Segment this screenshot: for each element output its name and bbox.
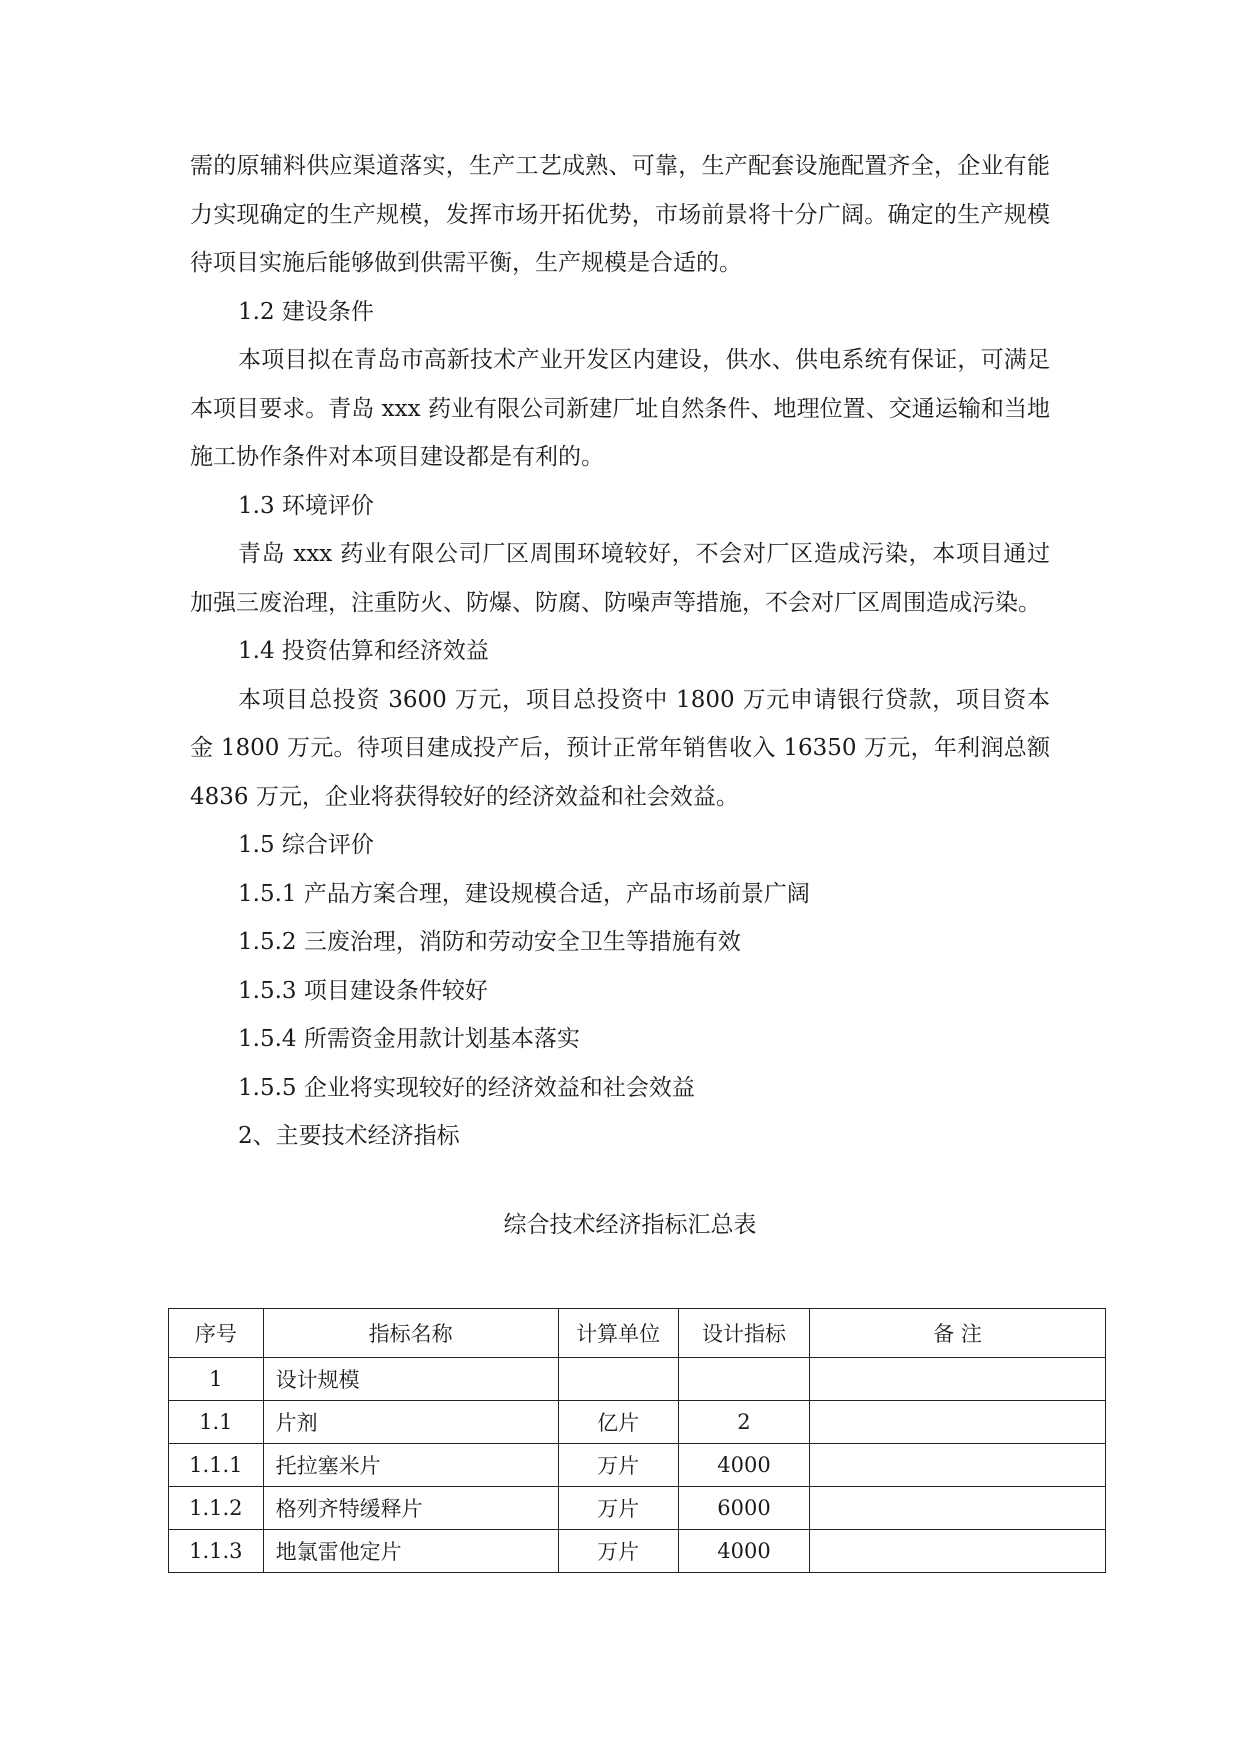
paragraph-investment: 本项目总投资 3600 万元，项目总投资中 1800 万元申请银行贷款，项目资本金 1800 万元。待项目建成投产后，预计正常年销售收入 16350 万元，年利润总额 4836 万元，企业将获得较好的经济效益和社会效益。 [190,686,1050,810]
paragraph-environment: 青岛 xxx 药业有限公司厂区周围环境较好，不会对厂区造成污染，本项目通过加强三废治理，注重防火、防爆、防腐、防噪声等措施，不会对厂区周围造成污染。 [190,541,1050,616]
cell-unit: 万片 [558,1487,678,1530]
cell-remark [810,1487,1106,1530]
cell-value: 2 [678,1401,809,1444]
cell-remark [810,1358,1106,1401]
cell-value: 4000 [678,1530,809,1573]
cell-name: 地氯雷他定片 [263,1530,558,1573]
header-unit: 计算单位 [558,1309,678,1358]
cell-unit: 万片 [558,1444,678,1487]
cell-remark [810,1530,1106,1573]
heading-1-5-1: 1.5.1 产品方案合理，建设规模合适，产品市场前景广阔 [238,880,810,907]
table-row [169,1358,1106,1401]
cell-value: 4000 [678,1444,809,1487]
header-remark: 备 注 [810,1309,1106,1358]
heading-1-5: 1.5 综合评价 [238,832,374,858]
cell-remark [810,1444,1106,1487]
table-title: 综合技术经济指标汇总表 [503,1211,757,1238]
cell-no: 1.1.3 [169,1530,264,1573]
heading-1-4: 1.4 投资估算和经济效益 [238,638,489,664]
cell-name: 托拉塞米片 [263,1444,558,1487]
cell-no: 1.1 [169,1401,264,1444]
table-row [169,1530,1106,1573]
cell-no: 1.1.1 [169,1444,264,1487]
header-no: 序号 [169,1309,264,1358]
table-row [169,1401,1106,1444]
header-value: 设计指标 [678,1309,809,1358]
heading-1-2: 1.2 建设条件 [238,298,374,325]
heading-1-3: 1.3 环境评价 [238,492,374,519]
cell-no: 1.1.2 [169,1487,264,1530]
document-body [190,142,1050,1251]
cell-no: 1 [169,1358,264,1401]
cell-name: 格列齐特缓释片 [263,1487,558,1530]
cell-name: 片剂 [263,1401,558,1444]
heading-1-5-3: 1.5.3 项目建设条件较好 [238,977,488,1004]
heading-1-5-2: 1.5.2 三废治理，消防和劳动安全卫生等措施有效 [238,929,741,955]
table-header-row [169,1309,1106,1358]
cell-value: 6000 [678,1487,809,1530]
cell-unit: 亿片 [558,1401,678,1444]
cell-unit: 万片 [558,1530,678,1573]
cell-value [678,1358,809,1401]
cell-unit [558,1358,678,1401]
table-row [169,1444,1106,1487]
paragraph-production-scale: 需的原辅料供应渠道落实，生产工艺成熟、可靠，生产配套设施配置齐全，企业有能力实现确定的生产规模，发挥市场开拓优势，市场前景将十分广阔。确定的生产规模待项目实施后能够做到供需平衡，生产规模是合适的。 [190,153,1050,276]
cell-remark [810,1401,1106,1444]
indicator-table [168,1308,1106,1573]
header-name: 指标名称 [263,1309,558,1358]
heading-1-5-5: 1.5.5 企业将实现较好的经济效益和社会效益 [238,1074,695,1101]
table-row [169,1487,1106,1530]
heading-1-5-4: 1.5.4 所需资金用款计划基本落实 [238,1026,580,1052]
heading-2: 2、主要技术经济指标 [238,1123,460,1149]
cell-name: 设计规模 [263,1358,558,1401]
paragraph-construction-conditions: 本项目拟在青岛市高新技术产业开发区内建设，供水、供电系统有保证，可满足本项目要求。青岛 xxx 药业有限公司新建厂址自然条件、地理位置、交通运输和当地施工协作条件对本项目建设都是有利的。 [190,347,1050,470]
